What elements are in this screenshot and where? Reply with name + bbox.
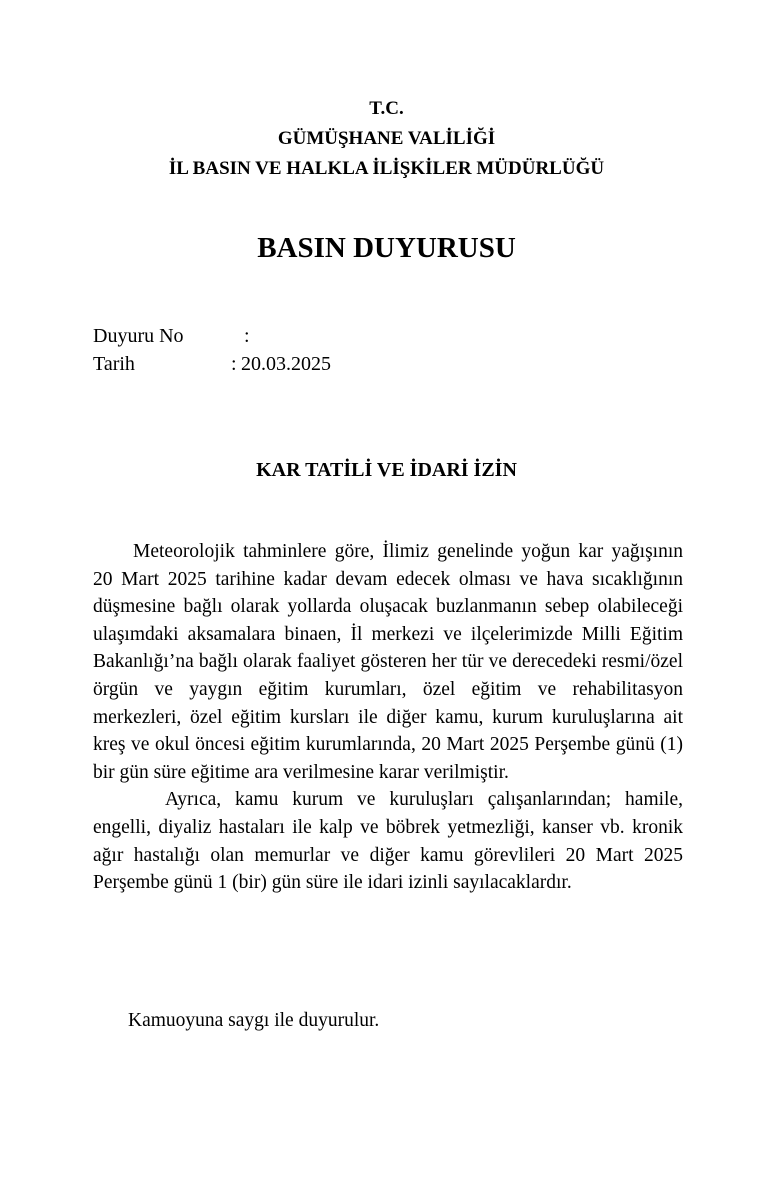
date-label: Tarih — [93, 353, 135, 375]
closing-line: Kamuoyuna saygı ile duyurulur. — [128, 1010, 380, 1031]
announcement-number-colon: : — [244, 325, 250, 347]
header-valilik: GÜMÜŞHANE VALİLİĞİ — [277, 128, 496, 149]
announcement-body — [93, 538, 683, 897]
document-header — [0, 94, 773, 184]
header-tc: T.C. — [369, 98, 404, 119]
body-paragraph-1: Meteorolojik tahminlere göre, İlimiz genelinde yoğun kar yağışının 20 Mart 2025 tarihine kadar devam edecek olması ve hava sıcaklığının düşmesine bağlı olarak yollarda oluşacak buzlanmanın sebep olabileceği ulaşımdaki aksamalara binaen, İl merkezi ve ilçelerimizde Milli Eğitim Bakanlığı’na bağlı olarak faaliyet gösteren her tür ve derecedeki resmi/özel örgün ve yaygın eğitim kurumları, özel eğitim ve rehabilitasyon merkezleri, özel eğitim kursları ile diğer kamu, kurum kuruluşlarına ait kreş ve okul öncesi eğitim kurumlarında, 20 Mart 2025 Perşembe günü (1) bir gün süre eğitime ara verilmesine karar verilmiştir. — [93, 541, 683, 783]
announcement-subject: KAR TATİLİ VE İDARİ İZİN — [256, 459, 517, 481]
announcement-number-label: Duyuru No — [93, 325, 184, 347]
body-paragraph-2: Ayrıca, kamu kurum ve kuruluşları çalışanlarından; hamile, engelli, diyaliz hastaları ile kalp ve böbrek yetmezliği, kanser vb. kronik ağır hastalığı olan memurlar ve diğer kamu görevlileri 20 Mart 2025 Perşembe günü 1 (bir) gün süre ile idari izinli sayılacaklardır. — [93, 789, 683, 894]
date-colon: : — [231, 353, 237, 375]
header-mudurluk: İL BASIN VE HALKLA İLİŞKİLER MÜDÜRLÜĞÜ — [168, 158, 605, 179]
date-value: 20.03.2025 — [241, 353, 331, 375]
document-title: BASIN DUYURUSU — [257, 232, 516, 264]
